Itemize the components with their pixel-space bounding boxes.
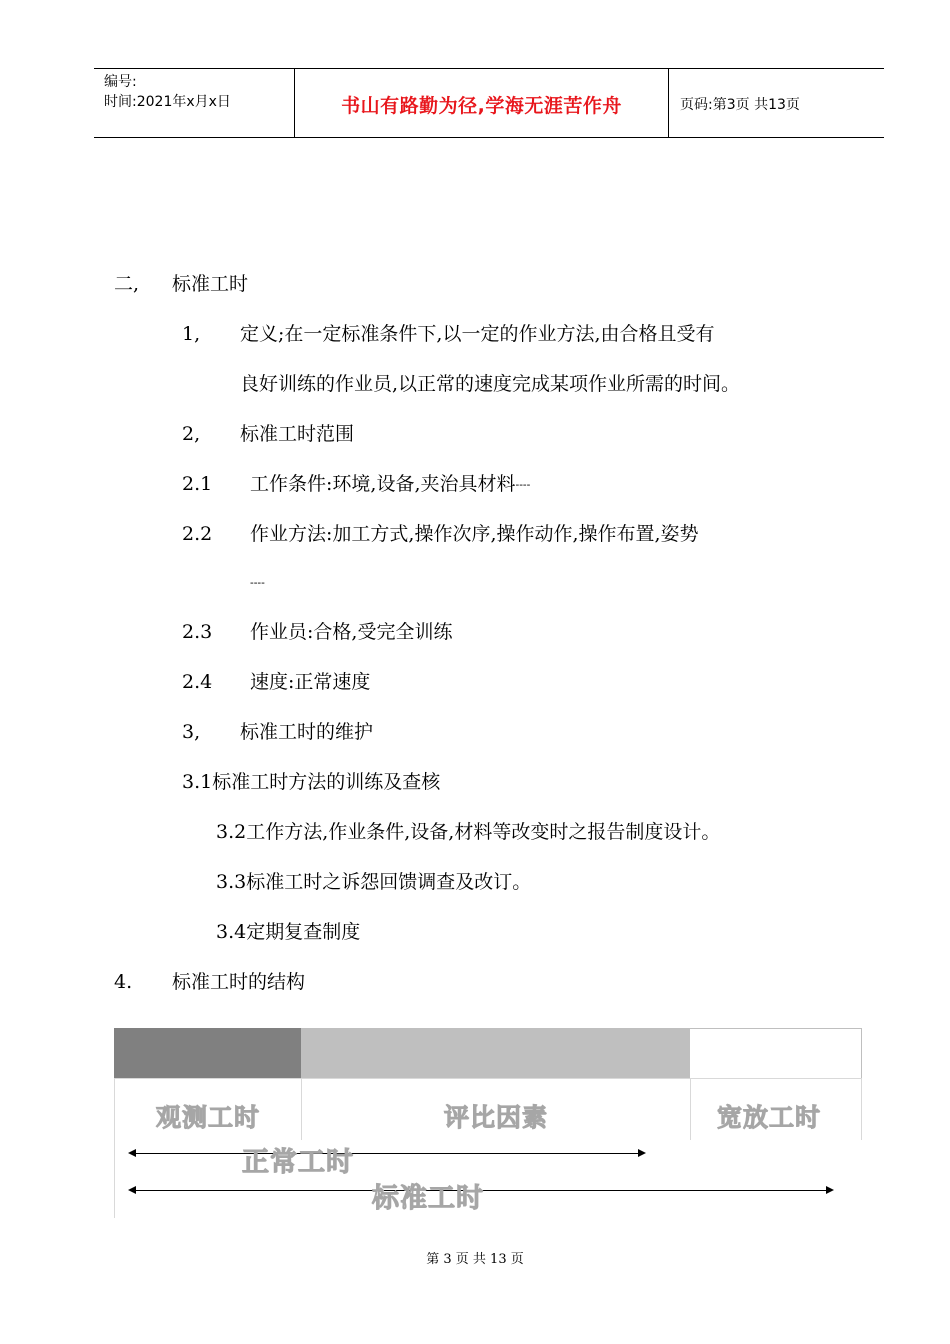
item-3-2: 3.2工作方法,作业条件,设备,材料等改变时之报告制度设计。	[216, 821, 721, 843]
header-page-number: 页码:第3页 共13页	[680, 97, 800, 113]
rating-factor-bar	[301, 1028, 690, 1078]
normal-time-arrow	[130, 1153, 644, 1154]
document-time-label: 时间:2021年x月x日	[104, 94, 231, 110]
item-2-1-number: 2.1	[182, 473, 213, 495]
item-2-3-number: 2.3	[182, 621, 213, 643]
item-4-text: 标准工时的结构	[172, 971, 306, 993]
standard-time-label: 标准工时	[372, 1183, 484, 1214]
item-2-2-dash: ----	[250, 576, 265, 589]
item-1-number: 1,	[182, 323, 201, 345]
normal-time-label: 正常工时	[242, 1147, 354, 1178]
normal-time-arrow-right-head	[638, 1149, 646, 1157]
allowance-time-label: 宽放工时	[717, 1103, 822, 1132]
item-2-2-dash-line	[250, 570, 265, 597]
section-title	[114, 272, 249, 296]
allowance-time-bar	[690, 1028, 862, 1078]
diagram-left-border	[114, 1078, 115, 1218]
item-2-1-dash: ----	[515, 478, 531, 491]
section-title-text: 标准工时	[172, 273, 249, 295]
header-motto-cell	[294, 69, 669, 137]
observed-time-bar	[114, 1028, 301, 1078]
header-page-cell	[668, 69, 884, 137]
observed-time-label: 观测工时	[156, 1103, 261, 1132]
item-3-number: 3,	[182, 721, 201, 743]
page-header	[94, 68, 884, 138]
section-number: 二,	[114, 273, 140, 295]
item-4-number: 4.	[114, 971, 133, 993]
item-3-text: 标准工时的维护	[240, 721, 374, 743]
document-number-label: 编号:	[104, 74, 137, 90]
item-2-1-content: 工作条件:环境,设备,夹治具材料	[250, 473, 516, 495]
diagram-row-divider	[114, 1078, 862, 1079]
item-2-3-text: 作业员:合格,受完全训练	[250, 621, 453, 643]
standard-time-arrow-left-head	[128, 1186, 136, 1194]
header-motto: 书山有路勤为径,学海无涯苦作舟	[341, 95, 622, 117]
rating-factor-label: 评比因素	[444, 1103, 549, 1132]
diagram-right-border	[861, 1078, 862, 1140]
item-2-4-number: 2.4	[182, 671, 213, 693]
item-2-4-text: 速度:正常速度	[250, 671, 371, 693]
item-2-text: 标准工时范围	[240, 423, 355, 445]
normal-time-arrow-left-head	[128, 1149, 136, 1157]
item-2-2-text: 作业方法:加工方式,操作次序,操作动作,操作布置,姿势	[250, 523, 699, 545]
item-2-2-number: 2.2	[182, 523, 213, 545]
page-footer: 第 3 页 共 13 页	[426, 1252, 524, 1267]
standard-time-structure-diagram	[114, 1028, 862, 1218]
item-3-3: 3.3标准工时之诉怨回馈调查及改订。	[216, 871, 532, 893]
item-1-line-1: 定义;在一定标准条件下,以一定的作业方法,由合格且受有	[240, 323, 715, 345]
item-2-number: 2,	[182, 423, 201, 445]
diagram-divider-1	[301, 1078, 302, 1140]
standard-time-arrow-right-head	[826, 1186, 834, 1194]
item-2-1-text	[250, 472, 530, 499]
header-left-cell	[94, 69, 294, 137]
item-1-line-2: 良好训练的作业员,以正常的速度完成某项作业所需的时间。	[240, 373, 741, 395]
diagram-divider-2	[690, 1078, 691, 1140]
item-3-1: 3.1标准工时方法的训练及查核	[182, 771, 441, 793]
item-3-4: 3.4定期复查制度	[216, 921, 361, 943]
